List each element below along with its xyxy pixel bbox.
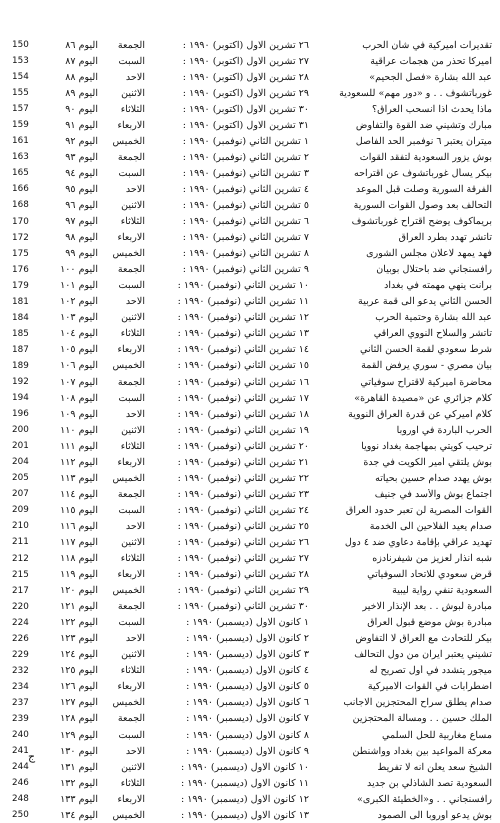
entry-weekday: الجمعة [117,601,145,613]
entry-day: اليوم ١٢٢ [60,617,98,629]
entry-day: اليوم ١١٠ [60,424,98,436]
entry-page-number: 192 [12,377,29,387]
entry-page-number: 201 [12,441,29,452]
entry-day: اليوم ٩٩ [65,248,98,260]
entry-weekday: الثلاثاء [120,665,145,677]
entry-date: ٢٦ تشرين الاول (اكتوبر) ١٩٩٠ : [182,39,309,51]
entry-date: ١٢ كانون الاول (ديسمبر) ١٩٩٠ : [180,793,309,805]
entry-page-number: 207 [12,489,29,500]
entry-date: ٢٦ تشرين الثاني (نوفمبر) ١٩٩٠ : [177,536,309,548]
entry-weekday: السبت [118,167,145,179]
entry-day: اليوم ١١٩ [60,569,98,581]
entry-date: ٣ تشرين الثاني (نوفمبر) ١٩٩٠ : [182,167,309,179]
entry-date: ١٣ كانون الاول (ديسمبر) ١٩٩٠ : [180,809,309,821]
entry-page-number: 179 [12,280,29,291]
entry-day: اليوم ١٣٠ [60,745,98,757]
entry-date: ٧ كانون الاول (ديسمبر) ١٩٩٠ : [186,713,309,725]
entry-title: برانت ينهي مهمته في بغداد [384,280,492,292]
entry-page-number: 172 [12,232,29,243]
entry-page-number: 155 [12,88,29,99]
entry-weekday: الاربعاء [117,344,145,356]
entry-page-number: 196 [12,409,29,420]
toc-entry [8,807,494,823]
entry-day: اليوم ١٠٨ [60,392,98,404]
entry-day: اليوم ٩٣ [65,151,98,163]
entry-page-number: 241 [12,746,29,757]
entry-weekday: الاثنين [121,87,145,99]
entry-page-number: 250 [12,810,29,821]
entry-title: مساع مغاربية للحل السلمي [382,729,492,741]
entry-title: ماذا يحدث اذا انسحب العراق؟ [372,103,492,115]
toc-entry [8,101,494,117]
entry-weekday: الاربعاء [117,793,145,805]
entry-day: اليوم ٩٤ [65,167,98,179]
entry-day: اليوم ١١٢ [60,456,98,468]
toc-entry [8,502,494,518]
entry-date: ٦ تشرين الثاني (نوفمبر) ١٩٩٠ : [182,216,309,228]
entry-date: ١٣ تشرين الثاني (نوفمبر) ١٩٩٠ : [177,328,309,340]
toc-entry [8,53,494,69]
entry-title: اجتماع بوش والأسد في جنيف [374,488,492,500]
entry-date: ٢٣ تشرين الثاني (نوفمبر) ١٩٩٠ : [177,488,309,500]
toc-entry [8,214,494,230]
entry-day: اليوم ٨٩ [65,87,98,99]
entry-title: شرط سعودي لقمة الحسن الثاني [360,344,492,356]
entry-page-number: 181 [12,296,29,307]
entry-date: ١٠ تشرين الثاني (نوفمبر) ١٩٩٠ : [177,280,309,292]
toc-entry [8,230,494,246]
entry-day: اليوم ٨٧ [65,55,98,67]
toc-entry [8,759,494,775]
entry-weekday: الاربعاء [117,456,145,468]
entry-date: ٤ كانون الاول (ديسمبر) ١٩٩٠ : [186,665,309,677]
entry-date: ٨ كانون الاول (ديسمبر) ١٩٩٠ : [186,729,309,741]
entry-page-number: 220 [12,601,29,612]
entry-title: بيكر للتحادث مع العراق لا التفاوض [355,633,492,645]
entry-title: صدام يطلق سراح المحتجزين الاجانب [343,697,492,709]
toc-entry [8,599,494,615]
toc-entry [8,181,494,197]
entry-page-number: 165 [12,168,29,179]
entry-date: ٢٩ تشرين الاول (اكتوبر) ١٩٩٠ : [182,87,309,99]
entry-weekday: الاحد [125,408,145,420]
entry-page-number: 168 [12,200,29,211]
entry-page-number: 150 [12,40,29,51]
entry-date: ٢٤ تشرين الثاني (نوفمبر) ١٩٩٠ : [177,504,309,516]
toc-entry [8,583,494,599]
entry-page-number: 157 [12,104,29,115]
entry-weekday: السبت [118,280,145,292]
entry-day: اليوم ١٣١ [60,761,98,773]
entry-date: ١٠ كانون الاول (ديسمبر) ١٩٩٠ : [180,761,309,773]
toc-entry [8,197,494,213]
entry-date: ٦ كانون الاول (ديسمبر) ١٩٩٠ : [186,697,309,709]
entry-page-number: 246 [12,778,29,789]
entry-page-number: 239 [12,713,29,724]
entry-title: التحالف بعد وصول القوات السورية [353,199,492,211]
entry-page-number: 212 [12,553,29,564]
entry-page-number: 170 [12,216,29,227]
entry-title: كلام جزائري عن «مصيدة القاهرة» [354,392,492,404]
entry-title: تاتشر والسلاح النووي العراقي [373,328,492,340]
entry-date: ١٤ تشرين الثاني (نوفمبر) ١٩٩٠ : [177,344,309,356]
entry-weekday: الثلاثاء [120,777,145,789]
entry-day: اليوم ١٢٧ [60,697,98,709]
toc-entry [8,470,494,486]
entry-title: ميتران يعتبر ٦ نوفمبر الحد الفاصل [355,135,492,147]
entry-page-number: 215 [12,569,29,580]
entry-date: ١ كانون الاول (ديسمبر) ١٩٩٠ : [186,617,309,629]
entry-weekday: الجمعة [117,376,145,388]
entry-title: الشيخ سعد يعلن انه لا تفريط [377,761,492,773]
entry-title: الفرقة السورية وصلت قبل الموعد [355,183,492,195]
toc-entry [8,631,494,647]
entry-title: الملك حسين . . ومسالة المحتجزين [352,713,492,725]
entry-weekday: الثلاثاء [120,440,145,452]
entry-date: ١١ تشرين الثاني (نوفمبر) ١٩٩٠ : [177,296,309,308]
entry-day: اليوم ٨٦ [65,39,98,51]
toc-entry [8,149,494,165]
entry-weekday: الجمعة [117,151,145,163]
entry-page-number: 244 [12,762,29,773]
entry-title: فهد يمهد لاعلان مجلس الشورى [366,248,492,260]
toc-entry [8,791,494,807]
toc-entry [8,262,494,278]
toc-entry [8,775,494,791]
toc-entry [8,85,494,101]
entry-page-number: 176 [12,264,29,275]
table-of-contents [8,37,494,823]
entry-title: محاضرة اميركية لاقتراح سوفياتي [360,376,492,388]
entry-date: ٢٩ تشرين الثاني (نوفمبر) ١٩٩٠ : [177,585,309,597]
toc-entry [8,743,494,759]
entry-title: القوات المصرية لن تعبر حدود العراق [345,504,492,516]
entry-day: اليوم ١٠٩ [60,408,98,420]
entry-day: اليوم ١٣٤ [60,809,98,821]
entry-weekday: الاثنين [121,312,145,324]
entry-page-number: 234 [12,681,29,692]
entry-day: اليوم ٩٦ [65,199,98,211]
entry-title: رافسنجاني ضد باحتلال بوبيان [376,264,492,276]
toc-entry [8,342,494,358]
entry-weekday: الجمعة [117,264,145,276]
toc-entry [8,69,494,85]
entry-title: مبارك وتشيني ضد القوة والتفاوض [355,119,492,131]
entry-day: اليوم ٩٠ [65,103,98,115]
entry-weekday: الخميس [112,360,145,372]
entry-date: ٢٧ تشرين الاول (اكتوبر) ١٩٩٠ : [182,55,309,67]
entry-day: اليوم ١٢٠ [60,585,98,597]
toc-entry [8,278,494,294]
entry-date: ٢٨ تشرين الثاني (نوفمبر) ١٩٩٠ : [177,569,309,581]
entry-day: اليوم ١٢٩ [60,729,98,741]
entry-page-number: 217 [12,585,29,596]
entry-date: ٢ كانون الاول (ديسمبر) ١٩٩٠ : [186,633,309,645]
entry-title: عبد الله بشارة «فصل الجحيم» [369,71,492,83]
entry-day: اليوم ١٠٣ [60,312,98,324]
entry-page-number: 232 [12,665,29,676]
entry-weekday: الاثنين [121,536,145,548]
entry-weekday: الاثنين [121,649,145,661]
entry-title: رافسنجاني . . و«الخطيئة الكبرى» [357,793,492,805]
entry-page-number: 210 [12,521,29,532]
toc-entry [8,695,494,711]
entry-day: اليوم ١١٣ [60,472,98,484]
entry-weekday: الخميس [112,472,145,484]
entry-title: الحرب الباردة في اوروبا [396,424,492,436]
entry-title: تشيني يعتبر ايران من دول التحالف [354,649,492,661]
entry-date: ٩ كانون الاول (ديسمبر) ١٩٩٠ : [186,745,309,757]
entry-weekday: السبت [118,504,145,516]
entry-day: اليوم ١١٥ [60,504,98,516]
entry-day: اليوم ١٣٣ [60,793,98,805]
entry-date: ١ تشرين الثاني (نوفمبر) ١٩٩٠ : [182,135,309,147]
entry-weekday: الاحد [125,296,145,308]
entry-weekday: الجمعة [117,713,145,725]
entry-page-number: 205 [12,473,29,484]
entry-date: ١٩ تشرين الثاني (نوفمبر) ١٩٩٠ : [177,424,309,436]
entry-title: تقديرات اميركية في شأن الحرب [362,39,492,51]
entry-page-number: 204 [12,457,29,468]
entry-weekday: الاربعاء [117,681,145,693]
toc-entry [8,165,494,181]
entry-day: اليوم ٩٢ [65,135,98,147]
toc-entry [8,711,494,727]
entry-weekday: الجمعة [117,488,145,500]
entry-page-number: 161 [12,136,29,147]
entry-weekday: الاربعاء [117,232,145,244]
entry-title: الحسن الثاني يدعو الى قمة عربية [358,296,492,308]
entry-weekday: الخميس [112,809,145,821]
entry-title: قرض سعودي للاتحاد السوفياتي [367,569,492,581]
entry-day: اليوم ٩٧ [65,216,98,228]
entry-title: عبد الله بشارة وحتمية الحرب [375,312,492,324]
toc-entry [8,374,494,390]
entry-day: اليوم ٩٨ [65,232,98,244]
entry-date: ٥ كانون الاول (ديسمبر) ١٩٩٠ : [186,681,309,693]
entry-title: صدام يعيد الفلاحين الى الخدمة [369,520,492,532]
entry-date: ٧ تشرين الثاني (نوفمبر) ١٩٩٠ : [182,232,309,244]
entry-day: اليوم ١١٦ [60,520,98,532]
toc-entry [8,422,494,438]
toc-entry [8,454,494,470]
entry-date: ٣ كانون الاول (ديسمبر) ١٩٩٠ : [186,649,309,661]
entry-weekday: الاربعاء [117,569,145,581]
entry-date: ٢٨ تشرين الاول (اكتوبر) ١٩٩٠ : [182,71,309,83]
entry-weekday: الثلاثاء [120,328,145,340]
entry-weekday: الخميس [112,585,145,597]
entry-date: ٢٢ تشرين الثاني (نوفمبر) ١٩٩٠ : [177,472,309,484]
entry-day: اليوم ١٠٤ [60,328,98,340]
toc-entry [8,117,494,133]
entry-date: ١٨ تشرين الثاني (نوفمبر) ١٩٩٠ : [177,408,309,420]
entry-day: اليوم ١٢٤ [60,649,98,661]
entry-date: ٢٧ تشرين الثاني (نوفمبر) ١٩٩٠ : [177,553,309,565]
entry-title: السعودية تصد الشاذلي بن جديد [367,777,492,789]
entry-page-number: 175 [12,248,29,259]
toc-entry [8,647,494,663]
entry-page-number: 211 [12,537,29,548]
entry-day: اليوم ٨٨ [65,71,98,83]
entry-weekday: الاحد [125,71,145,83]
entry-page-number: 209 [12,505,29,516]
toc-entry [8,310,494,326]
entry-page-number: 189 [12,360,29,371]
entry-date: ١١ كانون الاول (ديسمبر) ١٩٩٠ : [180,777,309,789]
entry-date: ٣٠ تشرين الثاني (نوفمبر) ١٩٩٠ : [177,601,309,613]
entry-title: ترحيب كويتي بمهاجمة بغداد نوويا [361,440,492,452]
toc-entry [8,358,494,374]
entry-weekday: السبت [118,55,145,67]
entry-day: اليوم ١٢٦ [60,681,98,693]
toc-entry [8,727,494,743]
entry-day: اليوم ١٢١ [60,601,98,613]
toc-entry [8,326,494,342]
entry-day: اليوم ١٠٥ [60,344,98,356]
toc-entry [8,551,494,567]
entry-day: اليوم ١٢٥ [60,665,98,677]
entry-weekday: الجمعة [117,39,145,51]
entry-title: بوش يدعو أوروبا الى الصمود [377,809,492,821]
entry-title: بوش يهدد صدام حسين بحياته [375,472,492,484]
entry-title: مبادرة لبوش . . بعد الإنذار الاخير [362,601,492,613]
toc-entry [8,663,494,679]
entry-weekday: الاحد [125,520,145,532]
entry-date: ٩ تشرين الثاني (نوفمبر) ١٩٩٠ : [182,264,309,276]
toc-entry [8,390,494,406]
entry-page-number: 200 [12,425,29,436]
entry-date: ٨ تشرين الثاني (نوفمبر) ١٩٩٠ : [182,248,309,260]
entry-date: ٢٥ تشرين الثاني (نوفمبر) ١٩٩٠ : [177,520,309,532]
entry-weekday: الخميس [112,697,145,709]
entry-title: السعودية تنفي رواية ليبية [392,585,492,597]
entry-title: شبه انذار لعزيز من شيفرنادزه [372,553,492,565]
toc-entry [8,438,494,454]
toc-entry [8,486,494,502]
entry-title: بيكر يسأل غورباتشوف عن اقتراحه [353,167,492,179]
entry-weekday: الخميس [112,135,145,147]
entry-title: اميركا تحذر من هجمات عراقية [370,55,492,67]
toc-entry [8,518,494,534]
entry-title: بوش يلتقي أمير الكويت في جدة [363,456,492,468]
entry-page-number: 154 [12,72,29,83]
entry-page-number: 163 [12,152,29,163]
entry-page-number: 229 [12,649,29,660]
entry-day: اليوم ١١٨ [60,553,98,565]
toc-entry [8,679,494,695]
entry-page-number: 240 [12,730,29,741]
toc-entry [8,534,494,550]
entry-weekday: الثلاثاء [120,553,145,565]
entry-weekday: الثلاثاء [120,103,145,115]
entry-title: بوش يزور السعودية لتفقد القوات [359,151,492,163]
entry-page-number: 226 [12,633,29,644]
entry-day: اليوم ١٠١ [60,280,98,292]
entry-title: تاتشر تهدد بطرد العراق [398,232,492,244]
toc-entry [8,615,494,631]
entry-day: اليوم ١٢٣ [60,633,98,645]
entry-day: اليوم ١١٧ [60,536,98,548]
entry-weekday: الاثنين [121,199,145,211]
entry-date: ٣٠ تشرين الاول (اكتوبر) ١٩٩٠ : [182,103,309,115]
entry-date: ٣١ تشرين الاول (اكتوبر) ١٩٩٠ : [182,119,309,131]
toc-entry [8,406,494,422]
entry-day: اليوم ١٠٢ [60,296,98,308]
toc-entry [8,567,494,583]
entry-title: تهديد عراقي بإقامة دعاوي ضد ٤ دول [344,536,492,548]
entry-weekday: السبت [118,392,145,404]
entry-date: ٥ تشرين الثاني (نوفمبر) ١٩٩٠ : [182,199,309,211]
entry-day: اليوم ١١٤ [60,488,98,500]
entry-day: اليوم ٩٥ [65,183,98,195]
entry-weekday: السبت [118,617,145,629]
entry-page-number: 194 [12,393,29,404]
entry-weekday: الاثنين [121,761,145,773]
entry-weekday: الاحد [125,745,145,757]
entry-title: بيان مصري - سوري يرفض القمة [361,360,492,372]
page-number: ج [28,750,36,763]
entry-page-number: 184 [12,312,29,323]
entry-weekday: الثلاثاء [120,216,145,228]
entry-title: كلام اميركي عن قدرة العراق النووية [348,408,492,420]
entry-title: معركة المواعيد بين بغداد وواشنطن [352,745,492,757]
entry-page-number: 248 [12,794,29,805]
entry-date: ١٥ تشرين الثاني (نوفمبر) ١٩٩٠ : [177,360,309,372]
entry-page-number: 159 [12,120,29,131]
entry-day: اليوم ١٠٦ [60,360,98,372]
entry-title: مبادرة بوش موضع قبول العراق [367,617,492,629]
entry-day: اليوم ٩١ [65,119,98,131]
entry-page-number: 237 [12,697,29,708]
entry-date: ٤ تشرين الثاني (نوفمبر) ١٩٩٠ : [182,183,309,195]
entry-date: ١٧ تشرين الثاني (نوفمبر) ١٩٩٠ : [177,392,309,404]
entry-title: ميجور يتشدد في أول تصريح له [369,665,492,677]
entry-date: ١٢ تشرين الثاني (نوفمبر) ١٩٩٠ : [177,312,309,324]
entry-page-number: 153 [12,56,29,67]
entry-date: ١٦ تشرين الثاني (نوفمبر) ١٩٩٠ : [177,376,309,388]
entry-page-number: 187 [12,344,29,355]
entry-date: ٢٠ تشرين الثاني (نوفمبر) ١٩٩٠ : [177,440,309,452]
entry-weekday: الخميس [112,248,145,260]
toc-entry [8,294,494,310]
entry-title: غورباتشوف . . و «دور مهم» للسعودية [339,87,492,99]
entry-weekday: الاحد [125,183,145,195]
entry-day: اليوم ١١١ [60,440,98,452]
entry-day: اليوم ١٠٧ [60,376,98,388]
entry-weekday: الاثنين [121,424,145,436]
entry-day: اليوم ١٣٢ [60,777,98,789]
entry-date: ٢١ تشرين الثاني (نوفمبر) ١٩٩٠ : [177,456,309,468]
entry-weekday: الاحد [125,633,145,645]
entry-page-number: 185 [12,328,29,339]
entry-day: اليوم ١٠٠ [60,264,98,276]
entry-weekday: السبت [118,729,145,741]
toc-entry [8,246,494,262]
entry-day: اليوم ١٢٨ [60,713,98,725]
entry-title: اضطرابات في القوات الاميركية [367,681,492,693]
entry-weekday: الاربعاء [117,119,145,131]
toc-entry [8,133,494,149]
entry-date: ٢ تشرين الثاني (نوفمبر) ١٩٩٠ : [182,151,309,163]
entry-title: بريماكوف يوضح اقتراح غورباتشوف [351,216,492,228]
toc-entry [8,37,494,53]
entry-page-number: 224 [12,617,29,628]
entry-page-number: 166 [12,184,29,195]
